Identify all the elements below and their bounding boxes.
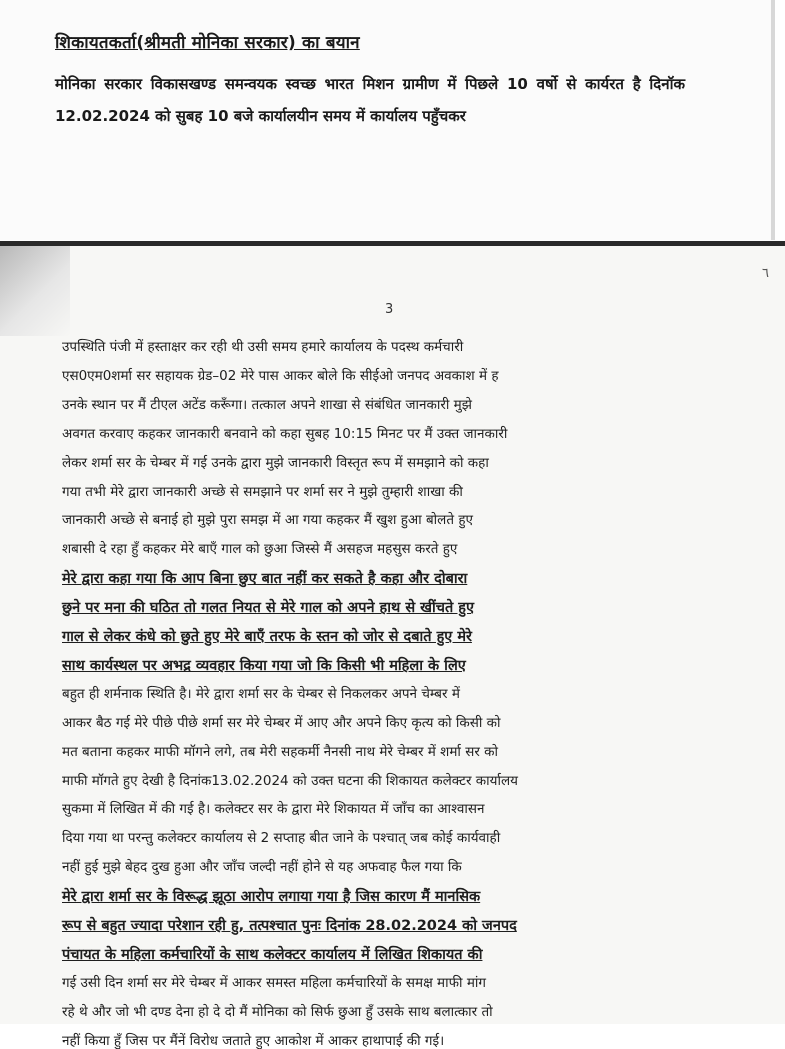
statement-line: रूप से बहुत ज्यादा परेशान रही हु, तत्पश्चात पुनः दिनांक 28.02.2024 को जनपद [62,918,517,934]
statement-line: मत बताना कहकर माफी मॉगने लगे, तब मेरी सहकर्मी नैनसी नाथ मेरे चेम्बर में शर्मा सर को [62,743,498,760]
statement-line: सुकमा में लिखित में की गई है। कलेक्टर सर के द्वारा मेरे शिकायत में जॉंच का आश्वासन [62,801,485,818]
statement-line: शबासी दे रहा हुँ कहकर मेरे बाएँ गाल को छुआ जिस्से मैं असहज महसुस करते हुए [62,541,458,558]
statement-line: रहे थे और जो भी दण्ड देना हो दे दो मैं मोनिका को सिर्फ छुआ हुँ उसके साथ बलात्कार तो [62,1003,493,1020]
statement-line: जानकारी अच्छे से बनाई हो मुझे पुरा समझ में आ गया कहकर मैं खुश हुआ बोलते हुए [62,512,473,529]
statement-line: नहीं हुई मुझे बेहद दुख हुआ और जॉंच जल्दी नहीं होने से यह अफवाह फैल गया कि [62,859,462,876]
corner-mark: ٦ [762,266,769,281]
statement-line: छुने पर मना की घठित तो गलत नियत से मेरे गाल को अपने हाथ से खींचते हुए [62,600,475,617]
statement-line: मेरे द्वारा कहा गया कि आप बिना छुए बात नहीं कर सकते है कहा और दोबारा [62,571,468,588]
statement-line: नहीं किया हुँ जिस पर मैंनें विरोध जताते हुए आकोश में आकर हाथापाई की गई। [62,1032,445,1049]
statement-line: उपस्थिति पंजी में हस्ताक्षर कर रही थी उसी समय हमारे कार्यालय के पदस्थ कर्मचारी [62,339,464,355]
statement-heading: शिकायतकर्ता(श्रीमती मोनिका सरकार) का बयान [55,33,360,53]
statement-line: साथ कार्यस्थल पर अभद्र व्यवहार किया गया जो कि किसी भी महिला के लिए [62,657,466,674]
page-edge [771,0,775,240]
statement-line: उनके स्थान पर मैं टीएल अटेंड करूँगा। तत्काल अपने शाखा से संबंधित जानकारी मुझे [62,396,472,413]
page-number: 3 [385,302,394,317]
statement-line: गाल से लेकर कंधे को छुते हुए मेरे बाएँ तरफ के स्तन को जोर से दबाते हुए मेरे [62,629,472,645]
statement-line: दिया गया था परन्तु कलेक्टर कार्यालय से 2 सप्ताह बीत जाने के पश्चात् जब कोई कार्यवाही [62,830,501,847]
statement-line: गया तभी मेरे द्वारा जानकारी अच्छे से समझाने पर शर्मा सर ने मुझे तुम्हारी शाखा की [62,483,463,500]
statement-intro-paragraph: मोनिका सरकार विकासखण्ड समन्वयक स्वच्छ भारत मिशन ग्रामीण में पिछले 10 वर्षो से कार्यरत है दिनॉक 12.02.2024 को सुबह 10 बजे कार्यालयीन समय में कार्यालय पहुँचकर [55,75,685,125]
statement-line: लेकर शर्मा सर के चेम्बर में गई उनके द्वारा मुझे जानकारी विस्तृत रूप में समझाने को कहा [62,454,489,471]
statement-line: अवगत करवाए कहकर जानकारी बनवाने को कहा सुबह 10:15 मिनट पर मैं उक्त जानकारी [62,425,508,442]
statement-line: बहुत ही शर्मनाक स्थिति है। मेरे द्वारा शर्मा सर के चेम्बर से निकलकर अपने चेम्बर में [62,685,460,702]
statement-line: एस0एम0शर्मा सर सहायक ग्रेड–02 मेरे पास आकर बोले कि सीईओ जनपद अवकाश में ह [62,367,499,384]
statement-line: गई उसी दिन शर्मा सर मेरे चेम्बर में आकर समस्त महिला कर्मचारियों के समक्ष माफी मांग [62,974,486,991]
page-fold-shadow [0,246,70,336]
statement-line: माफी मॉगते हुए देखी है दिनांक13.02.2024 को उक्त घटना की शिकायत कलेक्टर कार्यालय [62,772,518,789]
statement-line: आकर बैठ गई मेरे पीछे पीछे शर्मा सर मेरे चेम्बर में आए और अपने किए कृत्य को किसी को [62,714,501,731]
statement-line: पंचायत के महिला कर्मचारियों के साथ कलेक्टर कार्यालय में लिखित शिकायत की [62,946,483,963]
statement-line: मेरे द्वारा शर्मा सर के विरूद्ध झूठा आरोप लगाया गया है जिस कारण मैं मानसिक [62,889,481,906]
